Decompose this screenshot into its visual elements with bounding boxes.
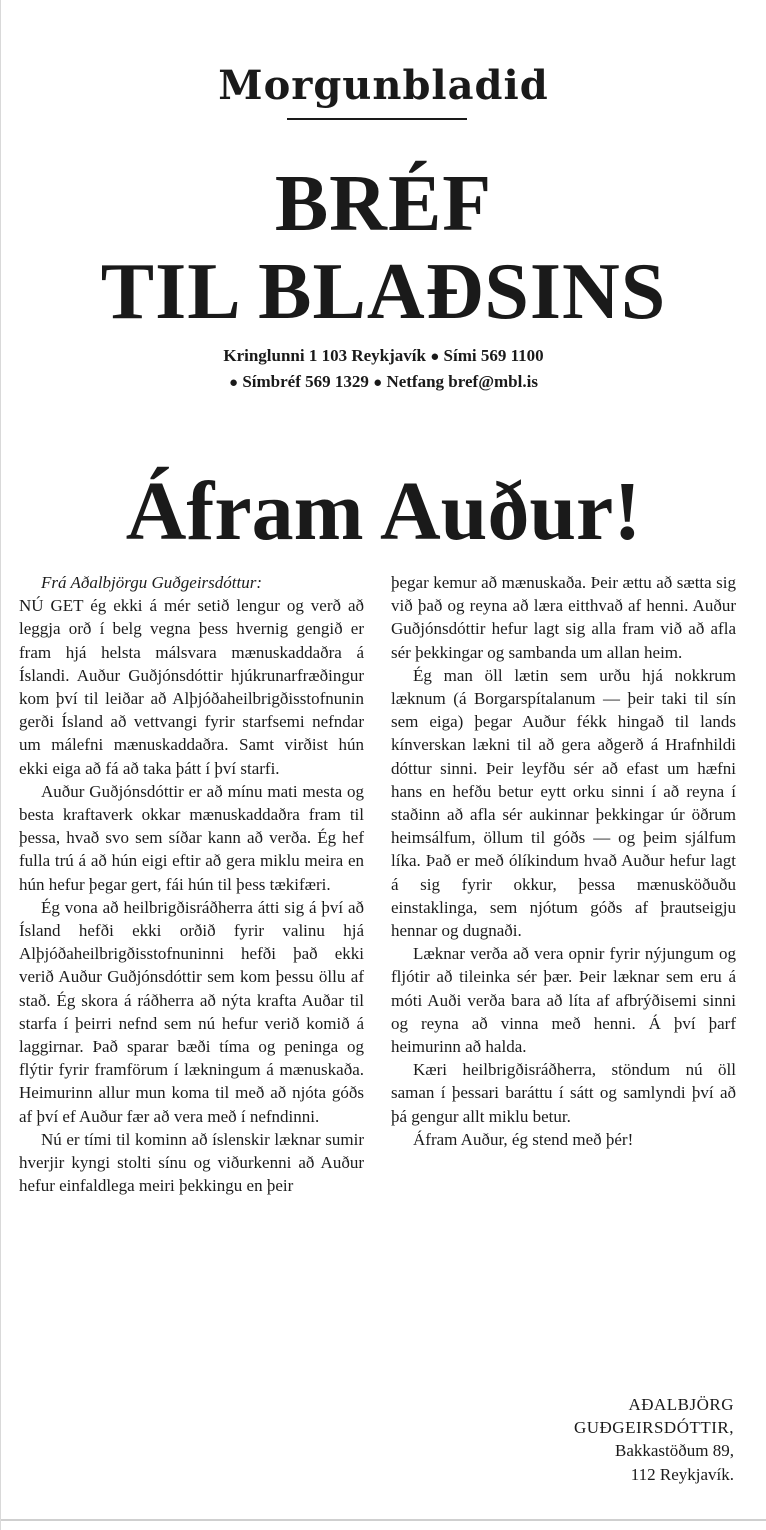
signature-name-line1: AÐALBJÖRG bbox=[628, 1395, 734, 1414]
contact-address: Kringlunni 1 103 Reykjavík bbox=[223, 346, 426, 365]
signature-address-line1: Bakkastöðum 89, bbox=[615, 1441, 734, 1461]
contact-email: Netfang bref@mbl.is bbox=[386, 372, 538, 391]
bullet-icon: ● bbox=[373, 375, 383, 391]
signature-address-line2: 112 Reykjavík. bbox=[630, 1464, 734, 1484]
contact-phone: Sími 569 1100 bbox=[443, 346, 544, 365]
article-column-left bbox=[19, 571, 364, 1197]
article-paragraph: Nú er tími til kominn að íslenskir læknar sumir hverjir kyngi stolti sínu og viðurkenni að Auður hefur einfaldlega meiri þekkingu en þeir bbox=[19, 1129, 364, 1196]
article-byline: Frá Aðalbjörgu Guðgeirsdóttur: bbox=[41, 573, 263, 592]
article-paragraph: Auður Guðjónsdóttir er að mínu mati mesta og besta kraftaverk okkar mænuskaddaðra fram til þessa, hvað svo sem síðar kann að verða. Ég hef fulla trú á að hún eigi eftir að gera miklu meira en hún hefur þegar gert, fái hún til þess tækifæri. bbox=[19, 781, 364, 894]
bullet-icon: ● bbox=[430, 349, 440, 365]
contact-line-1 bbox=[1, 347, 766, 365]
article-paragraph: Áfram Auður, ég stend með þér! bbox=[413, 1129, 634, 1149]
article-paragraph: Ég vona að heilbrigðisráðherra átti sig á því að Ísland hefði ekki orðið fyrir valinu hjá Alþjóðaheilbrigðisstofnuninni hefði það ekki verið Auður Guðjónsdóttir sem kom þessu öllu af stað. Ég skora á ráðherra að nýta krafta Auðar til starfa í þeirri nefnd sem nú hefur verið komið á laggirnar. Það sparar bæði tíma og peninga og flýtir fyrir framförum í lækningum á mænuskaða. Heimurinn allur mun koma til með að njóta góðs af því ef Auður fær að vera með í nefndinni. bbox=[19, 897, 364, 1126]
contact-fax: Símbréf 569 1329 bbox=[242, 372, 369, 391]
article-paragraph: Kæri heilbrigðisráðherra, stöndum nú öll saman í þessari baráttu í sátt og samlyndi því að þá gengur allt miklu betur. bbox=[391, 1060, 736, 1126]
article-paragraph: Læknar verða að vera opnir fyrir nýjungum og fljótir að tileinka sér þær. Þeir læknar sem eru á móti Auði verða bara að líta af afbrýðisemi sinni og reyna að vinna með henni. Á því þarf heimurinn að halda. bbox=[391, 944, 736, 1057]
page-bottom-rule bbox=[1, 1519, 766, 1521]
article-paragraph: NÚ GET ég ekki á mér setið lengur og verð að leggja orð í belg vegna þess hvernig gengið er fram hjá helsta málsvara mænuskaddaðra á Íslandi. Auður Guðjónsdóttir hjúkrunarfræðingur kom því til leiðar að Alþjóðaheilbrigðisstofnunin gerði Ísland að vettvangi fyrir starfsemi nefndar um málefni mænuskaddaðra. Samt virðist hún ekki eiga að fá að taka þátt í því starfi. bbox=[19, 596, 364, 778]
masthead-rule bbox=[287, 118, 467, 120]
contact-line-2 bbox=[1, 373, 766, 391]
article-headline: Áfram Auður! bbox=[125, 465, 642, 558]
masthead-logo: Morgunbladid bbox=[218, 62, 549, 109]
article-paragraph: Ég man öll lætin sem urðu hjá nokkrum læknum (á Borgarspítalanum — þeir taki til sín sem eiga) þegar Auður fékk hingað til lands kínverskan lækni til að gera aðgerð á Hrafnhildi dóttur sinni. Þeir leyfðu sér að efast um hæfni hans en hefðu betur eytt orku sinni í að reyna í staðinn að afla sér aukinnar þekkingar úr öðrum heimsálfum, öllum til góðs — og þeim sjálfum líka. Það er með ólíkindum hvað Auður hefur lagt á sig fyrir okkur, þessa mænusköðuðu einstaklinga, sem njótum góðs af þrautseigju hennar og dugnaði. bbox=[391, 665, 736, 941]
bullet-icon: ● bbox=[229, 375, 239, 391]
article-column-right bbox=[391, 571, 736, 1151]
article-signature bbox=[574, 1393, 734, 1486]
section-title-line2: TIL BLAÐSINS bbox=[100, 248, 667, 336]
signature-name-line2: GUÐGEIRSDÓTTIR, bbox=[573, 1418, 734, 1438]
section-title-line1: BRÉF bbox=[274, 160, 493, 248]
article-paragraph: þegar kemur að mænuskaða. Þeir ættu að sætta sig við það og reyna að læra eitthvað af henni. Auður Guðjónsdóttir hefur lagt sig alla fram við að afla sér þekkingar og sambanda um allan heim. bbox=[391, 573, 736, 662]
